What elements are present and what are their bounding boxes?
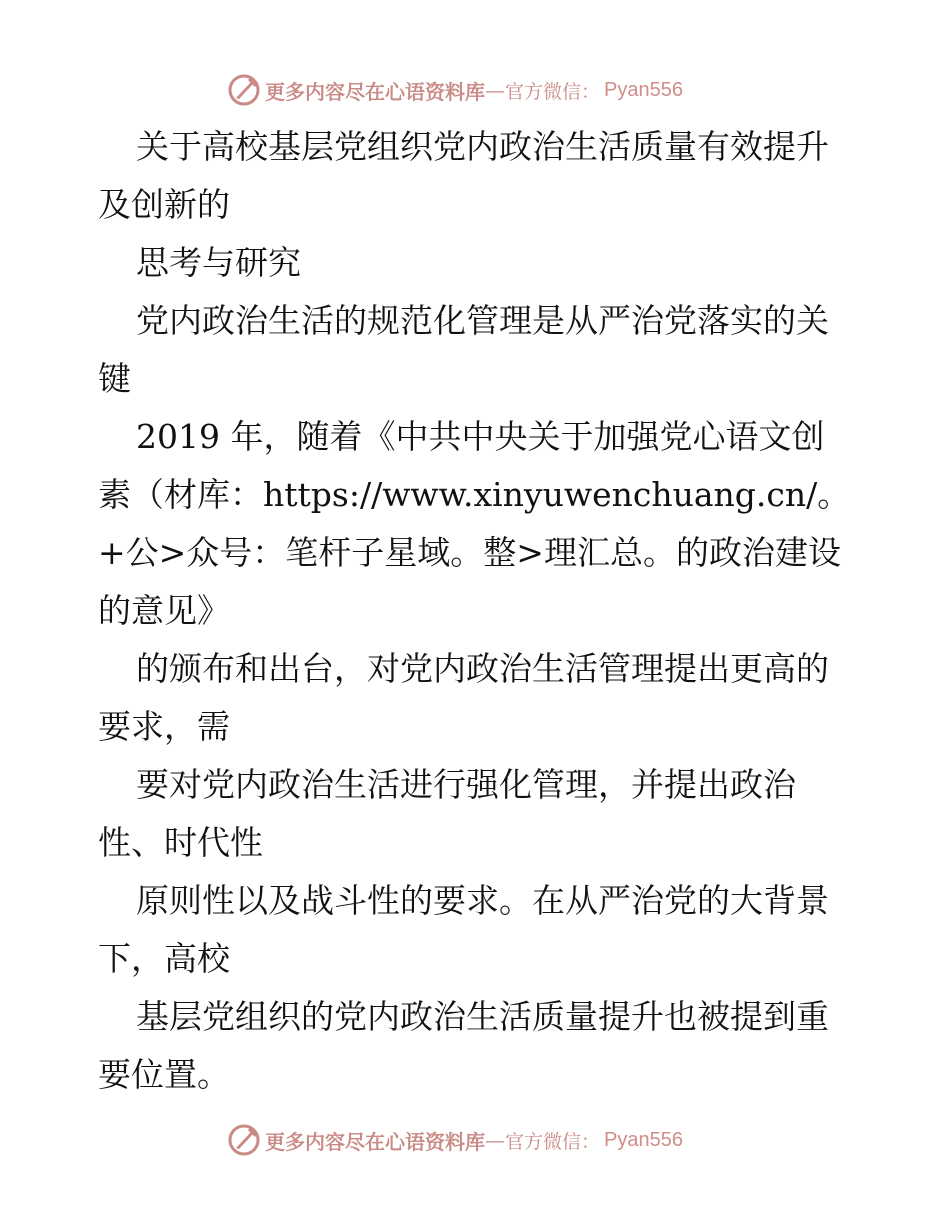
header-watermark bbox=[0, 70, 950, 110]
text-line: 下，高校 bbox=[98, 939, 230, 978]
text-line: 键 bbox=[98, 359, 131, 398]
text-line: 要位置。 bbox=[98, 1055, 230, 1094]
watermark-wechat-id: Pyan556 bbox=[604, 78, 683, 101]
footer-watermark bbox=[0, 1120, 950, 1160]
watermark-official-label: 官方微信： bbox=[505, 80, 601, 103]
text-line: 基层党组织的党内政治生活质量提升也被提到重 bbox=[136, 997, 829, 1036]
paragraph-subtitle bbox=[98, 234, 858, 292]
text-line: 要求，需 bbox=[98, 707, 230, 746]
paragraph bbox=[98, 872, 858, 988]
text-line: 性、时代性 bbox=[98, 823, 263, 862]
text-line: 素（材库：https://www.xinyuwenchuang.cn/。 bbox=[98, 475, 851, 514]
text-line: 关于高校基层党组织党内政治生活质量有效提升 bbox=[136, 127, 829, 166]
paragraph-title bbox=[98, 118, 858, 234]
text-line: +公>众号：笔杆子星域。整>理汇总。的政治建设 bbox=[98, 533, 841, 572]
paragraph bbox=[98, 988, 858, 1104]
text-line: 思考与研究 bbox=[136, 243, 301, 282]
text-line: 原则性以及战斗性的要求。在从严治党的大背景 bbox=[136, 881, 829, 920]
quill-circle-logo-icon bbox=[227, 73, 261, 107]
footer-watermark-content bbox=[227, 1123, 683, 1157]
text-line: 党内政治生活的规范化管理是从严治党落实的关 bbox=[136, 301, 829, 340]
text-line: 的意见》 bbox=[98, 591, 230, 630]
watermark-dash: — bbox=[485, 78, 505, 102]
text-line: 的颁布和出台，对党内政治生活管理提出更高的 bbox=[136, 649, 829, 688]
header-watermark-content bbox=[227, 73, 683, 107]
paragraph bbox=[98, 640, 858, 756]
text-line: 2019 年，随着《中共中央关于加强党心语文创 bbox=[136, 417, 825, 456]
watermark-text: 更多内容尽在心语资料库 bbox=[265, 79, 485, 104]
watermark-dash: — bbox=[485, 1128, 505, 1152]
quill-circle-logo-icon bbox=[227, 1123, 261, 1157]
paragraph bbox=[98, 292, 858, 408]
watermark-text: 更多内容尽在心语资料库 bbox=[265, 1129, 485, 1154]
text-line: 及创新的 bbox=[98, 185, 230, 224]
text-line: 要对党内政治生活进行强化管理，并提出政治 bbox=[136, 765, 796, 804]
paragraph bbox=[98, 756, 858, 872]
paragraph bbox=[98, 408, 858, 640]
document-body bbox=[98, 118, 858, 1104]
watermark-official-label: 官方微信： bbox=[505, 1130, 601, 1153]
watermark-wechat-id: Pyan556 bbox=[604, 1128, 683, 1151]
